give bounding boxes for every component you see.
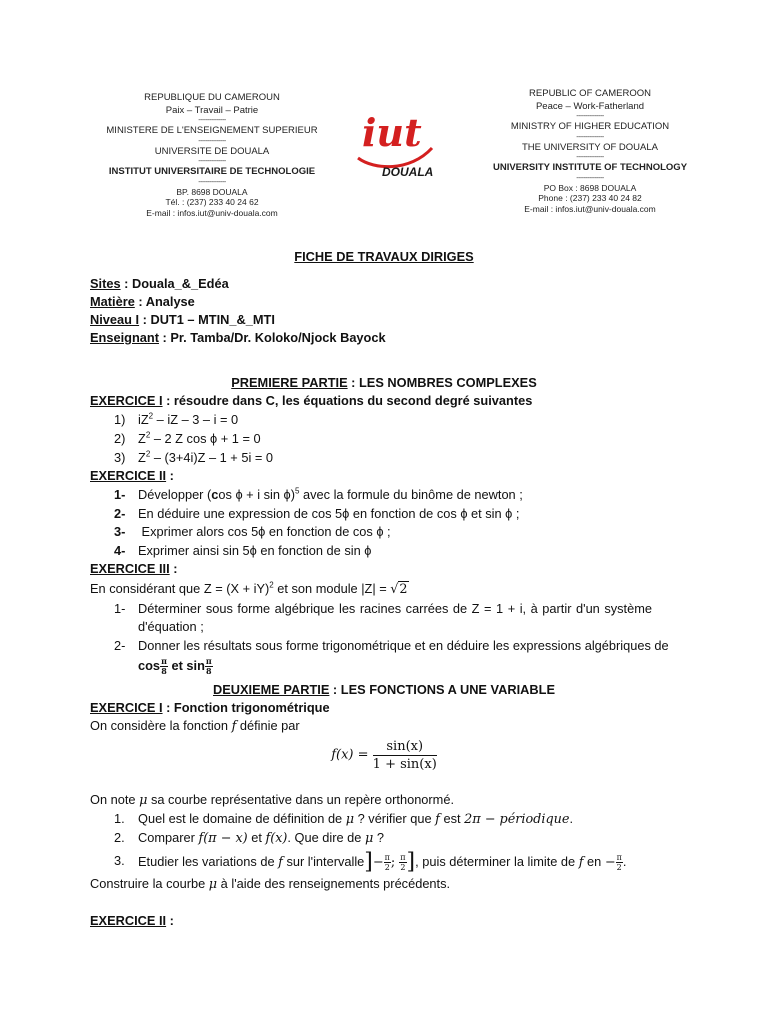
separator: --------------- <box>198 158 226 165</box>
equation-3 <box>114 449 273 466</box>
item-number: 2- <box>114 638 126 653</box>
exponent: 2 <box>269 580 274 590</box>
separator: --------------- <box>576 154 604 161</box>
item-number: 1- <box>114 601 126 616</box>
formula-fraction <box>373 738 437 773</box>
math-expr: f(π − x) <box>198 831 248 846</box>
part1-heading-label: PREMIERE PARTIE <box>231 375 348 390</box>
numerator: π <box>400 853 406 862</box>
item-number: 3- <box>114 524 126 539</box>
numerator: π <box>616 853 622 862</box>
part2-heading <box>0 682 768 698</box>
math-period: 2π − périodique <box>464 812 570 827</box>
fraction-pi-over-2 <box>384 853 391 872</box>
document-title: FICHE DE TRAVAUX DIRIGES <box>294 249 474 264</box>
exercise-2-heading <box>90 468 174 484</box>
formula-denominator: 1 + sin(x) <box>372 757 437 772</box>
part1-heading <box>0 375 768 391</box>
conclusion-text: à l'aide des renseignements précédents. <box>217 876 451 891</box>
ministry-fr: MINISTERE DE L'ENSEIGNEMENT SUPERIEUR <box>106 125 318 136</box>
item-text: En déduire une expression de cos 5ϕ en fonction de cos ϕ et sin ϕ ; <box>138 506 520 521</box>
exercise-text: : Fonction trigonométrique <box>162 700 330 715</box>
item-number: 2. <box>114 830 125 845</box>
header-left-french <box>96 92 328 218</box>
ex2-item-1 <box>114 486 523 503</box>
eq-text: – 2 Z cos ϕ + 1 = 0 <box>150 431 261 446</box>
formula-lhs: f(x) = <box>331 747 373 763</box>
exercise-label: EXERCICE I <box>90 393 163 408</box>
conclusion <box>90 876 450 893</box>
math-f: f <box>278 854 283 870</box>
item-number: 1. <box>114 811 125 826</box>
separator: --------------- <box>576 133 604 141</box>
meta-niveau <box>90 312 275 328</box>
exercise-3-heading <box>90 561 177 577</box>
intro-text: On considère la fonction <box>90 718 232 733</box>
matiere-value: : Analyse <box>134 294 195 309</box>
niveau-label: Niveau I <box>90 312 140 327</box>
motto-en: Peace – Work-Fatherland <box>535 100 645 112</box>
separator: --------------- <box>576 174 604 182</box>
p2-exercise-1-heading <box>90 700 330 716</box>
logo-text-douala: DOUALA <box>382 165 434 179</box>
phone-fr: Tél. : (237) 233 40 24 62 <box>165 197 259 207</box>
ex2-item-2 <box>114 506 520 522</box>
interval-separator: ; <box>390 854 400 870</box>
ex3-intro <box>90 581 409 598</box>
meta-sites <box>90 276 229 292</box>
ex2-item-3 <box>114 524 391 540</box>
part1-heading-text: : LES NOMBRES COMPLEXES <box>347 375 537 390</box>
university-fr: UNIVERSITE DE DOUALA <box>154 145 270 157</box>
p2-item-3 <box>114 849 627 875</box>
item-text-continuation: d'équation ; <box>138 619 204 634</box>
item-number: 1) <box>114 412 126 427</box>
logo-text-iut: iut <box>362 110 422 155</box>
item-text: , puis déterminer la limite de <box>415 853 579 869</box>
enseignant-value: : Pr. Tamba/Dr. Koloko/Njock Bayock <box>158 330 386 345</box>
motto-fr: Paix – Travail – Patrie <box>165 104 259 116</box>
minus-sign: − <box>604 854 616 870</box>
note-text: sa courbe représentative dans un repère orthonormé. <box>147 792 455 807</box>
separator: --------------- <box>198 117 226 124</box>
item-number: 1- <box>114 487 126 502</box>
function-intro <box>90 718 300 735</box>
numerator: π <box>205 656 212 666</box>
ex3-item-2 <box>114 638 669 654</box>
fraction-pi-over-8 <box>160 657 168 676</box>
fraction-pi-over-2 <box>399 853 406 872</box>
intro-text: et son module |Z| = <box>273 581 391 596</box>
note-text: On note <box>90 792 140 807</box>
item-text: est <box>439 811 465 826</box>
numerator: π <box>384 853 390 862</box>
part2-heading-label: DEUXIEME PARTIE <box>213 682 330 697</box>
denominator: 8 <box>161 666 167 676</box>
fraction-pi-over-8 <box>205 657 213 676</box>
matiere-label: Matière <box>90 294 135 309</box>
denominator: 2 <box>400 863 406 872</box>
p2-item-2 <box>114 830 384 846</box>
ministry-en: MINISTRY OF HIGHER EDUCATION <box>510 121 670 132</box>
item-text: Etudier les variations de <box>138 853 279 869</box>
separator: --------------- <box>576 113 604 120</box>
sin-label: et sin <box>167 657 205 673</box>
eq-text: – (3+4i)Z – 1 + 5i = 0 <box>150 450 273 465</box>
country-name-en: REPUBLIC OF CAMEROON <box>529 88 651 99</box>
exponent: 2 <box>145 449 151 459</box>
minus-sign: − <box>372 854 384 870</box>
exercise-text: : <box>169 561 178 576</box>
item-number: 2) <box>114 431 126 446</box>
math-mu: μ <box>208 877 218 892</box>
denominator: 2 <box>384 863 390 872</box>
iut-douala-logo <box>352 100 436 184</box>
equation-2 <box>114 430 261 447</box>
item-text: Quel est le domaine de définition de <box>138 811 346 826</box>
exercise-1-heading <box>90 393 532 409</box>
item-text: avec la formule du binôme de newton ; <box>299 487 523 502</box>
math-f: f <box>435 812 440 827</box>
radicand: 2 <box>399 582 408 597</box>
exponent: 5 <box>294 486 300 496</box>
cos-label: cos <box>138 657 161 673</box>
item-text: . <box>622 853 627 869</box>
exponent: 2 <box>145 430 151 440</box>
equation-1 <box>114 411 239 428</box>
exercise-text: : <box>166 913 174 928</box>
denominator: 8 <box>206 666 212 676</box>
sqrt-expression: √2 <box>390 582 408 597</box>
institute-fr: INSTITUT UNIVERSITAIRE DE TECHNOLOGIE <box>108 166 316 177</box>
item-text: Exprimer ainsi sin 5ϕ en fonction de sin ϕ <box>138 543 372 558</box>
curve-note <box>90 792 454 809</box>
item-text: . <box>569 811 574 826</box>
separator: --------------- <box>198 137 226 145</box>
math-mu: μ <box>364 831 374 846</box>
p2-exercise-2-heading <box>90 913 174 929</box>
math-expr: f(x) <box>265 831 288 846</box>
item-text: sur l'intervalle <box>282 853 365 869</box>
eq-text: Z <box>138 450 146 465</box>
eq-text: – iZ – 3 – i = 0 <box>153 412 239 427</box>
country-name-fr: REPUBLIQUE DU CAMEROUN <box>144 92 280 103</box>
email-fr: E-mail : infos.iut@univ-douala.com <box>146 207 278 218</box>
sites-label: Sites <box>90 276 121 291</box>
conclusion-text: Construire la courbe <box>90 876 209 891</box>
item-number: 3) <box>114 450 126 465</box>
math-f: f <box>231 719 237 734</box>
intro-text: définie par <box>236 718 300 733</box>
math-f: f <box>578 854 584 870</box>
item-text: Donner les résultats sous forme trigonométrique et en déduire les expressions algébriques de <box>138 638 669 653</box>
formula-numerator: sin(x) <box>373 738 437 756</box>
meta-enseignant <box>90 330 386 346</box>
exercise-label: EXERCICE I <box>90 700 163 715</box>
close-interval-bracket: ] <box>406 849 416 875</box>
postal-box-en: PO Box : 8698 DOUALA <box>543 182 637 193</box>
separator: --------------- <box>198 178 226 186</box>
niveau-value: : DUT1 – MTIN_&_MTI <box>139 312 275 327</box>
item-text: Exprimer alors cos 5ϕ en fonction de cos ϕ ; <box>138 524 391 539</box>
ex2-item-4 <box>114 543 372 559</box>
item-number: 2- <box>114 506 126 521</box>
postal-box-fr: BP. 8698 DOUALA <box>176 186 248 197</box>
fraction-pi-over-2 <box>616 853 623 872</box>
ex3-item-2-continuation <box>138 657 213 676</box>
ex3-item-1 <box>114 601 652 617</box>
item-text: c <box>211 487 219 502</box>
item-number: 4- <box>114 543 126 558</box>
item-text: en <box>583 853 605 869</box>
exercise-label: EXERCICE II <box>90 913 167 928</box>
denominator: 2 <box>616 863 622 872</box>
exercise-label: EXERCICE III <box>90 561 170 576</box>
item-text: Développer ( <box>138 487 212 502</box>
sites-value: : Douala_&_Edéa <box>120 276 229 291</box>
item-number: 3. <box>114 853 125 868</box>
meta-matiere <box>90 294 195 310</box>
phone-en: Phone : (237) 233 40 24 82 <box>538 193 642 203</box>
university-en: THE UNIVERSITY OF DOUALA <box>521 141 658 153</box>
item-text: et <box>247 830 266 845</box>
eq-text: Z <box>138 431 146 446</box>
item-text: os ϕ + i sin ϕ) <box>218 487 295 502</box>
item-text: ? vérifier que <box>354 811 436 826</box>
email-en: E-mail : infos.iut@univ-douala.com <box>524 203 656 214</box>
math-mu: μ <box>345 812 355 827</box>
numerator: π <box>161 656 167 666</box>
enseignant-label: Enseignant <box>90 330 159 345</box>
exercise-text: : résoudre dans C, les équations du second degré suivantes <box>162 393 533 408</box>
item-text: Déterminer sous forme algébrique les racines carrées de Z = 1 + i, à partir d'un système <box>138 601 652 616</box>
function-formula <box>0 738 768 773</box>
item-text: ? <box>373 830 384 845</box>
open-interval-bracket: ] <box>364 849 373 875</box>
math-mu: μ <box>139 793 148 808</box>
header-right-english <box>470 88 710 214</box>
logo-graphic <box>352 100 436 184</box>
item-text: . Que dire de <box>287 830 365 845</box>
exercise-label: EXERCICE II <box>90 468 167 483</box>
item-text: Comparer <box>138 830 199 845</box>
intro-text: En considérant que Z = (X + iY) <box>90 581 270 596</box>
institute-en: UNIVERSITY INSTITUTE OF TECHNOLOGY <box>492 162 688 173</box>
p2-item-1 <box>114 811 574 827</box>
exercise-text: : <box>166 468 174 483</box>
eq-text: iZ <box>138 412 149 427</box>
part2-heading-text: : LES FONCTIONS A UNE VARIABLE <box>329 682 555 697</box>
exponent: 2 <box>148 411 154 421</box>
